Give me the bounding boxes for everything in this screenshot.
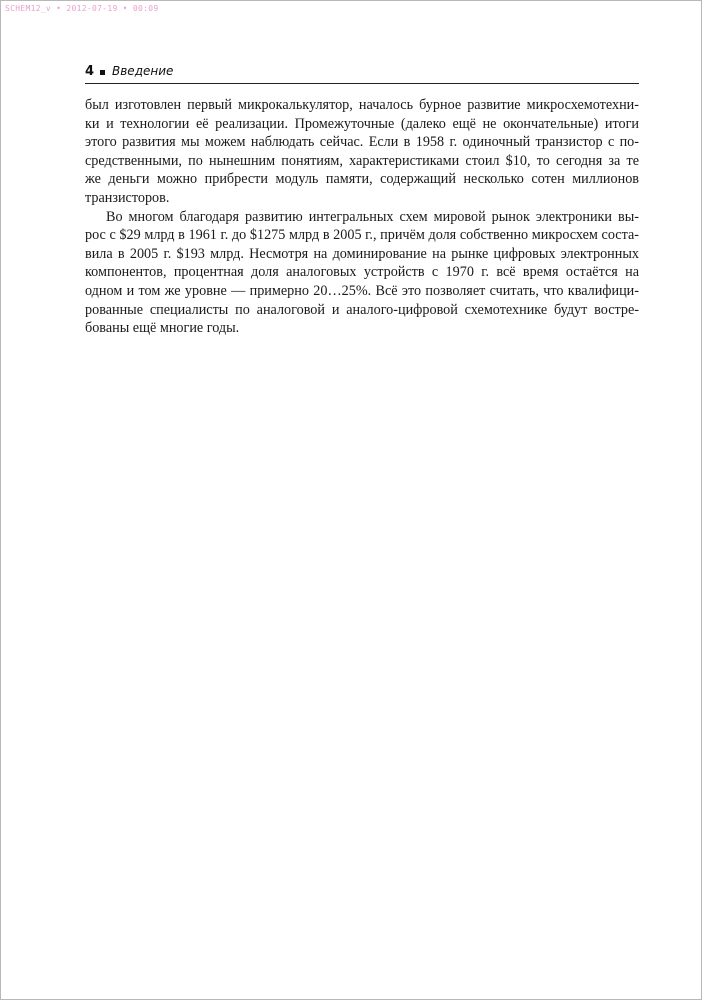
text-line: бованы ещё многие годы.	[85, 320, 240, 337]
running-head	[85, 63, 639, 84]
text-line: вила в 2005 г. $193 млрд. Несмотря на доминирование на рынке цифровых электронных	[85, 245, 639, 262]
bullet-icon	[100, 70, 105, 75]
section-title: Введение	[112, 64, 174, 78]
text-line: средственными, по нынешним понятиям, характеристиками стоил $10, то сегодня за те	[85, 152, 639, 169]
page-number: 4	[85, 64, 95, 79]
text-line: транзисторов.	[85, 189, 170, 206]
text-line: рованные специалисты по аналоговой и аналого-цифровой схемотехнике будут востре-	[85, 301, 639, 318]
print-slug: SCHEM12_v • 2012-07-19 • 00:09	[5, 4, 159, 13]
text-line: этого развития мы можем наблюдать сейчас. Если в 1958 г. одиночный транзистор с по-	[85, 134, 639, 151]
body-text	[85, 96, 639, 338]
text-line: Во многом благодаря развитию интегральных схем мировой рынок электроники вы-	[106, 208, 639, 225]
text-line: одном и том же уровне — примерно 20…25%. Всё это позволяет считать, что квалифици-	[85, 282, 639, 299]
paragraph-1	[85, 96, 639, 208]
text-line: компонентов, процентная доля аналоговых устройств с 1970 г. всё время остаётся на	[85, 264, 639, 281]
text-line: ки и технологии её реализации. Промежуточные (далеко ещё не окончательные) итоги	[85, 115, 639, 132]
text-line: был изготовлен первый микрокалькулятор, началось бурное развитие микросхемотехни-	[85, 97, 639, 113]
text-line: рос с $29 млрд в 1961 г. до $1275 млрд в 2005 г., причём доля собственно микросхем соста-	[85, 227, 639, 244]
text-line: же деньги можно прибрести модуль памяти, содержащий несколько сотен миллионов	[85, 171, 639, 188]
paragraph-2	[85, 208, 639, 338]
